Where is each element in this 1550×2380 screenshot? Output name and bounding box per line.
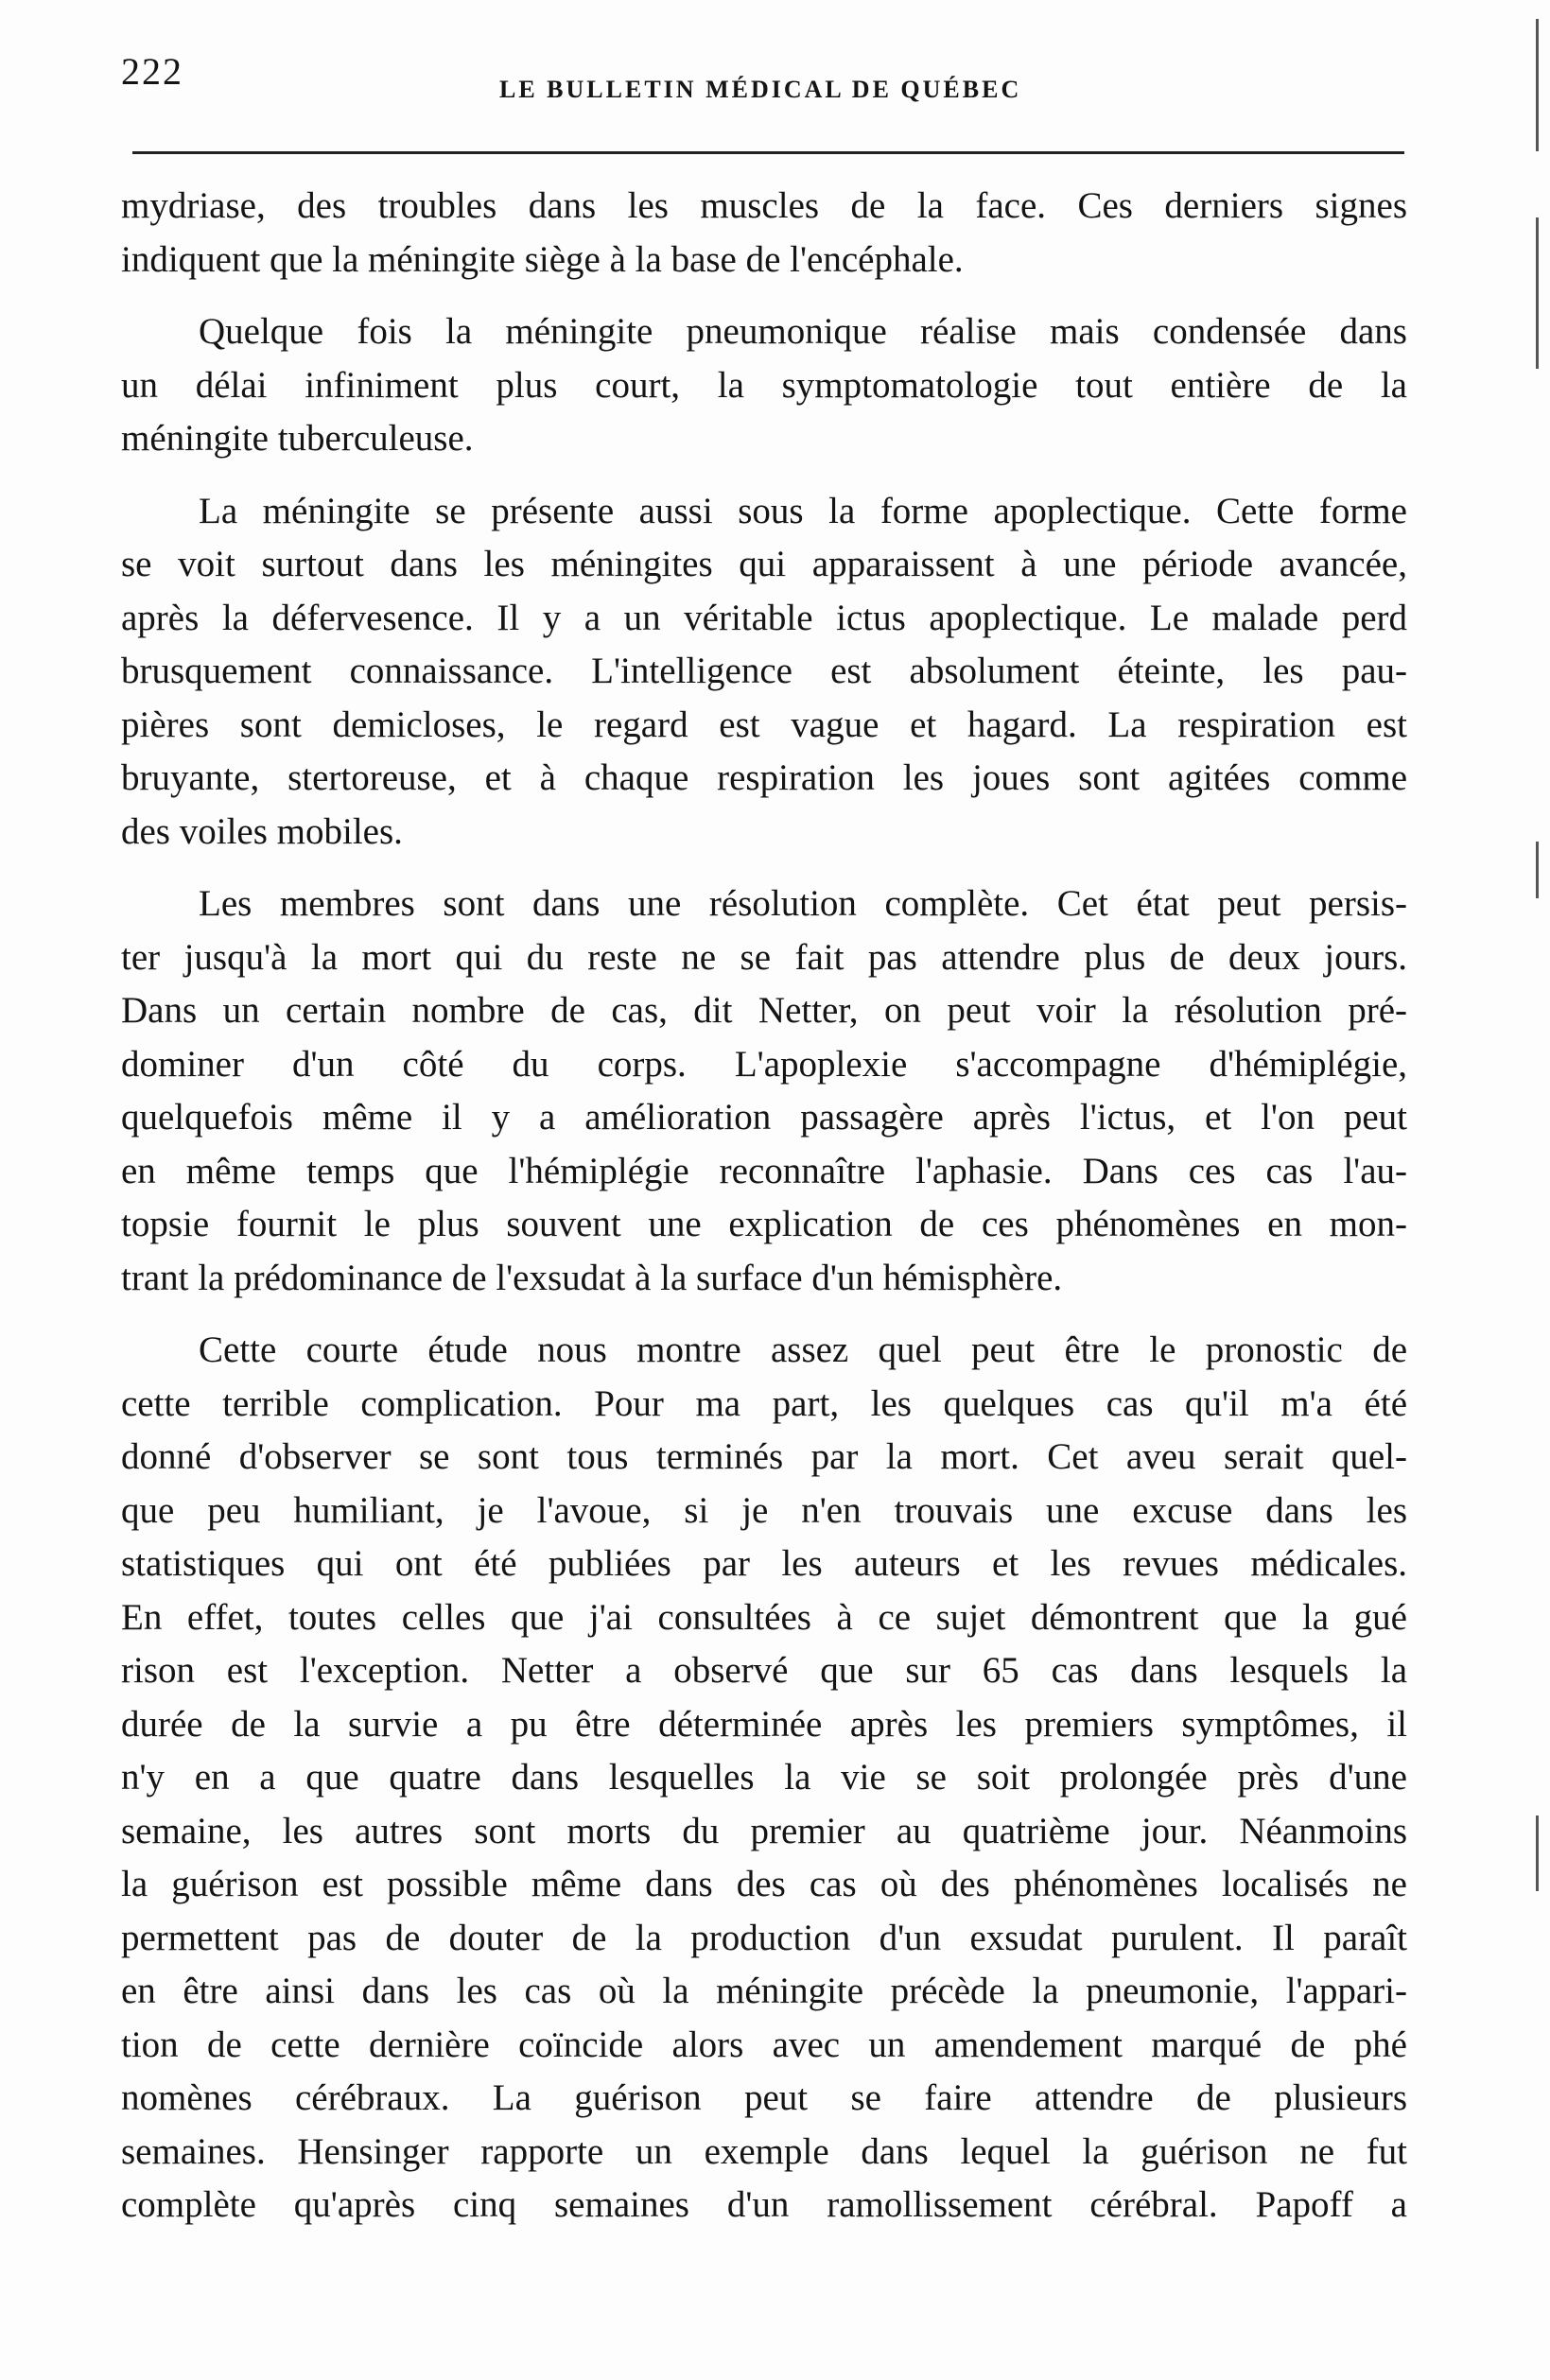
- text-line: En effet, toutes celles que j'ai consultées à ce sujet démontrent que la gué: [121, 1596, 1407, 1638]
- text-line: n'y en a que quatre dans lesquelles la vie se soit prolongée près d'une: [121, 1757, 1407, 1798]
- text-line: Cette courte étude nous montre assez quel peut être le pronostic de: [199, 1329, 1407, 1370]
- text-line: un délai infiniment plus court, la symptomatologie tout entière de la: [121, 364, 1407, 406]
- text-line: donné d'observer se sont tous terminés par la mort. Cet aveu serait quel-: [121, 1436, 1407, 1477]
- text-line: brusquement connaissance. L'intelligence est absolument éteinte, les pau-: [121, 651, 1407, 691]
- text-line: Les membres sont dans une résolution complète. Cet état peut persis-: [199, 883, 1407, 924]
- text-line: méningite tuberculeuse.: [121, 418, 474, 459]
- text-line: en être ainsi dans les cas où la méningite précède la pneumonie, l'appari-: [121, 1971, 1407, 2011]
- paragraph-3: [121, 485, 1407, 860]
- text-line: nomènes cérébraux. La guérison peut se faire attendre de plusieurs: [121, 2077, 1407, 2118]
- text-line: que peu humiliant, je l'avoue, si je n'en trouvais une excuse dans les: [121, 1489, 1407, 1531]
- text-line: des voiles mobiles.: [121, 810, 403, 852]
- text-line: topsie fournit le plus souvent une explication de ces phénomènes en mon-: [121, 1204, 1407, 1244]
- text-line: durée de la survie a pu être déterminée après les premiers symptômes, il: [121, 1703, 1407, 1745]
- running-header: [121, 40, 1426, 115]
- text-line: La méningite se présente aussi sous la forme apoplectique. Cette forme: [199, 490, 1407, 531]
- text-line: semaine, les autres sont morts du premier au quatrième jour. Néanmoins: [121, 1810, 1407, 1851]
- text-line: indiquent que la méningite siège à la base de l'encéphale.: [121, 238, 964, 280]
- body-text: [121, 180, 1407, 2232]
- text-line: dominer d'un côté du corps. L'apoplexie s'accompagne d'hémiplégie,: [121, 1043, 1407, 1085]
- paragraph-5: [121, 1324, 1407, 2232]
- text-line: la guérison est possible même dans des cas où des phénomènes localisés ne: [121, 1864, 1407, 1904]
- scan-edge-mark: [1536, 842, 1539, 898]
- header-rule: [132, 151, 1404, 154]
- scan-edge-mark: [1536, 1815, 1539, 1891]
- text-line: cette terrible complication. Pour ma part, les quelques cas qu'il m'a été: [121, 1382, 1407, 1424]
- scan-edge-mark: [1536, 19, 1539, 151]
- text-line: Dans un certain nombre de cas, dit Netter, on peut voir la résolution pré-: [121, 990, 1407, 1031]
- paragraph-1: [121, 180, 1407, 287]
- text-line: bruyante, stertoreuse, et à chaque respiration les joues sont agitées comme: [121, 757, 1407, 798]
- text-line: tion de cette dernière coïncide alors avec un amendement marqué de phé: [121, 2024, 1407, 2065]
- text-line: Quelque fois la méningite pneumonique réalise mais condensée dans: [199, 311, 1407, 352]
- text-line: semaines. Hensinger rapporte un exemple dans lequel la guérison ne fut: [121, 2130, 1407, 2172]
- paragraph-4: [121, 877, 1407, 1305]
- text-line: ter jusqu'à la mort qui du reste ne se fait pas attendre plus de deux jours.: [121, 936, 1407, 978]
- text-line: après la défervesence. Il y a un véritable ictus apoplectique. Le malade perd: [121, 597, 1407, 638]
- text-line: statistiques qui ont été publiées par les auteurs et les revues médicales.: [121, 1543, 1407, 1584]
- text-line: se voit surtout dans les méningites qui apparaissent à une période avancée,: [121, 544, 1407, 584]
- text-line: permettent pas de douter de la production d'un exsudat purulent. Il paraît: [121, 1917, 1407, 1958]
- text-line: mydriase, des troubles dans les muscles de la face. Ces derniers signes: [121, 185, 1407, 226]
- text-line: en même temps que l'hémiplégie reconnaître l'aphasie. Dans ces cas l'au-: [121, 1150, 1407, 1191]
- text-line: quelquefois même il y a amélioration passagère après l'ictus, et l'on peut: [121, 1097, 1407, 1138]
- text-line: rison est l'exception. Netter a observé que sur 65 cas dans lesquels la: [121, 1650, 1407, 1691]
- text-line: complète qu'après cinq semaines d'un ramollissement cérébral. Papoff a: [121, 2184, 1407, 2225]
- scan-edge-marks: [1512, 0, 1550, 2380]
- page-number: 222: [121, 50, 183, 93]
- scan-edge-mark: [1536, 217, 1539, 369]
- text-line: trant la prédominance de l'exsudat à la surface d'un hémisphère.: [121, 1257, 1063, 1298]
- journal-title: LE BULLETIN MÉDICAL DE QUÉBEC: [499, 76, 1022, 103]
- paragraph-2: [121, 305, 1407, 466]
- text-line: pières sont demicloses, le regard est vague et hagard. La respiration est: [121, 704, 1407, 745]
